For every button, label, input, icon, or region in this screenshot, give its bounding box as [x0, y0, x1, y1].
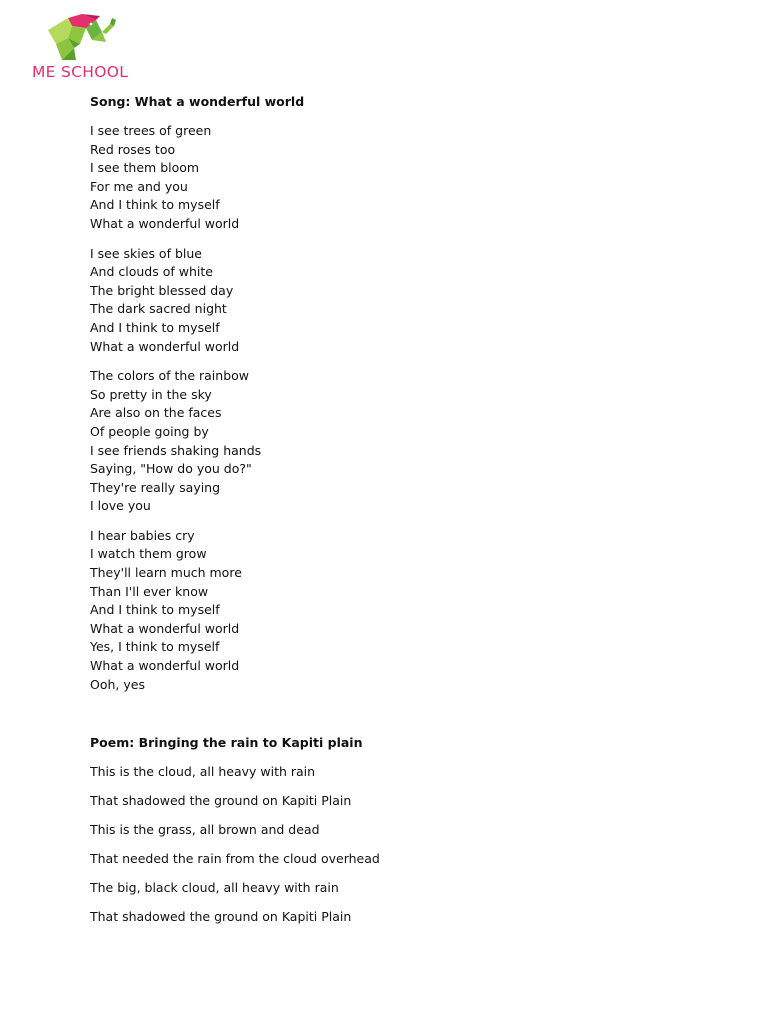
song-stanza [90, 367, 710, 516]
poem-title: Poem: Bringing the rain to Kapiti plain [90, 735, 363, 751]
lyric-line: Yes, I think to myself [90, 639, 220, 655]
lyric-line: What a wonderful world [90, 658, 240, 674]
poem-line: The big, black cloud, all heavy with rain [90, 880, 339, 896]
song-title: Song: What a wonderful world [90, 94, 305, 109]
song-stanza [90, 527, 710, 694]
lyric-line: And I think to myself [90, 197, 220, 213]
lyric-line: Of people going by [90, 423, 209, 439]
lyric-line: They're really saying [90, 479, 221, 495]
lyric-line: So pretty in the sky [90, 386, 212, 402]
poem-line: That shadowed the ground on Kapiti Plain [90, 909, 352, 925]
lyric-line: The colors of the rainbow [90, 368, 249, 384]
lyric-line: And clouds of white [90, 264, 213, 280]
lyric-line: The bright blessed day [90, 282, 234, 298]
lyric-line: I watch them grow [90, 546, 207, 562]
lyric-line: What a wonderful world [90, 338, 240, 354]
lyric-line: For me and you [90, 178, 188, 194]
song-stanza [90, 245, 710, 357]
elephant-logo-icon [46, 14, 118, 62]
lyric-line: They'll learn much more [90, 565, 242, 581]
lyric-line: I see them bloom [90, 160, 200, 176]
song-lyrics [90, 122, 710, 694]
poem-text [90, 763, 710, 926]
lyric-line: I hear babies cry [90, 527, 195, 543]
lyric-line: Are also on the faces [90, 405, 222, 421]
school-name: ME SCHOOL [32, 63, 129, 81]
lyric-line: Red roses too [90, 141, 176, 157]
lyric-line: And I think to myself [90, 319, 220, 335]
lyric-line: Saying, "How do you do?" [90, 461, 252, 477]
lyric-line: I see trees of green [90, 123, 212, 138]
lyric-line: I see skies of blue [90, 245, 202, 261]
song-stanza [90, 122, 710, 234]
poem-line: This is the cloud, all heavy with rain [90, 764, 316, 780]
lyric-line: The dark sacred night [90, 301, 227, 317]
document-body [90, 93, 710, 926]
lyric-line: I see friends shaking hands [90, 442, 262, 458]
lyric-line: Ooh, yes [90, 676, 145, 692]
poem-line: That needed the rain from the cloud overhead [90, 851, 380, 867]
poem-line: This is the grass, all brown and dead [90, 822, 320, 838]
lyric-line: And I think to myself [90, 602, 220, 618]
school-logo [32, 14, 142, 84]
lyric-line: Than I'll ever know [90, 583, 209, 599]
lyric-line: What a wonderful world [90, 620, 240, 636]
poem-line: That shadowed the ground on Kapiti Plain [90, 793, 352, 809]
lyric-line: I love you [90, 498, 151, 514]
lyric-line: What a wonderful world [90, 215, 240, 231]
